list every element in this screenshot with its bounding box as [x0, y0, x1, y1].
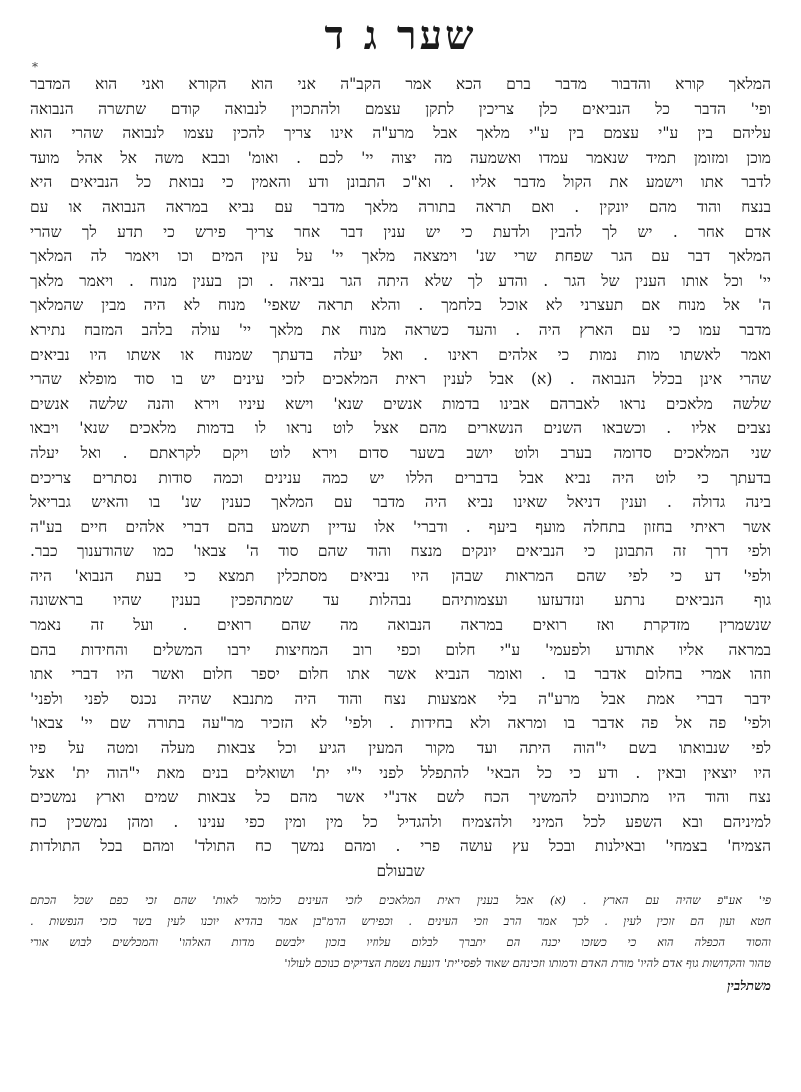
- note-line: והסוד הכפלה הוא כי כשזכו יכנה הם יתברך לבלום עלוזיו בזכון ילבשם מדות האלהו' והמכלשים לבוש אורי: [30, 934, 771, 949]
- text-line: ה' אל מנוח אם תעצרני לא אוכל בלחמך . והלא תראה שאפי' מנוח לא היה מבין שהמלאך: [30, 296, 771, 315]
- text-line: היו יוצאין ובאין . ודע כי כל הבאי' להתפלל לפני י"י ית' ושואלים בנים מאת י"הוה ית' אצל: [30, 763, 771, 782]
- text-line: בינה גדולה . וענין דניאל שאינו נביא היה מדבר עם המלאך כענין שנ' בו והאיש גבריאל: [30, 493, 771, 512]
- text-line: ידבר דברי אמת אבל מרע"ה בלי אמצעות נצח והוד היה מתנבא שהיה נכנס לפני ולפני': [30, 689, 771, 708]
- text-line: עליהם בין ע"י עצמם בין ע"י מלאך אבל מרע"ה אינו צריך להכין עצמו לנבואה שהרי הוא: [30, 124, 771, 143]
- text-line: ופי' הדבר כל הנביאים כלן צריכין לתקן עצמם ולהתכוין לנבואה קודם שתשרה הנבואה: [30, 99, 771, 118]
- text-line: ולפי דרך זה התבונן כי הנביאים יונקים מנצח והוד שהם סוד ה' צבאו' כמו שהודענוך כבר.: [30, 542, 771, 561]
- text-line: מדבר עמו כי עם הארץ היה . והעד כשראה מנוח את מלאך יי' עולה בלהב המזבח נתירא: [30, 320, 771, 339]
- text-line: וזהו אמרי בחלום אדבר בו . ואומר הנביא אשר אתו חלום יספר חלום ואשר היו דברי אתו: [30, 665, 771, 684]
- text-line: לדבר אתו וישמע את הקול מדבר אליו . וא"כ התבונן ודע והאמין כי נבואת כל הנביאים היא: [30, 173, 771, 192]
- text-line: יי' וכל אותו הענין של הגר . והדע לך שלא היתה הגר נביאה . וכן בענין מנוח . ויאמר מלאך: [30, 271, 771, 290]
- note-line: טהור והקדושות גוף אדם להיו' מורת האדם ודמותו וזכינהם שאוד לפסי'ית' דונעת נשמת הצדיקים כנוכם לעולו': [284, 955, 771, 970]
- text-line: מוכן ומזומן תמיד שנאמר עמדו ואשמעה מה יצוה יי' לכם . ואומ' ובבא משה אל אהל מועד: [30, 148, 771, 167]
- text-line: שהרי אינן בכלל הנבואה . (א) אבל לענין ראית המלאכים לזכי עינים יש בו סוד מופלא שהרי: [30, 370, 771, 389]
- text-line: במראה אליו אתודע ולפעמי' ע"י חלום וכפי רוב המחיצות ירבו המשלים והחידות בהם: [30, 640, 771, 659]
- corner-mark: *: [32, 60, 38, 74]
- text-line: המלאך קורא והדבור מדבר ברם הכא אמר הקב"ה אני הוא הקורא ואני הוא המדבר: [30, 75, 771, 93]
- text-line: ולפי' פה אל פה אדבר בו ומראה ולא בחידות . ולפי' לא הזכיר מר"עה בתורה שם יי' צבאו': [30, 714, 771, 733]
- text-line: למיניהם ובא השפע לכל המיני ולהצמיח ולהגדיל כל מין ומין כפי ענינו . ומהן נמשכין כח: [30, 812, 771, 831]
- page-title: שער ג ד: [324, 12, 477, 59]
- text-line: אשר ראיתי בחזון בתחלה מועף ביעף . ודברי' אלו עדיין תשמע בהם דברי אלהים חיים בע"ה: [30, 517, 771, 536]
- text-line: גוף הנביאים נרתע ונזדעזעו ועצמותיהם נבהלות עד שמתהפכין בענין שהיו בראשונה: [30, 591, 771, 610]
- signature: משתלבין: [727, 978, 771, 994]
- footnotes: [30, 890, 771, 974]
- text-line: אדם אחר . יש לך להבין ולדעת כי יש ענין דבר אחר צריך פירש כי תדע לך שהרי: [30, 222, 771, 241]
- text-line: בנצח והוד מהם יונקין . ואם תראה בתורה מלאך מדבר עם נביא במראה הנבואה או עם: [30, 197, 771, 216]
- text-line: שנשמרין מזדקרת ואז רואים במראה הנבואה מה שהם רואים . ועל זה נאמר: [30, 616, 771, 635]
- text-line: שני המלאכים סדומה בערב ולוט יושב בשער סדום וירא לוט ויקם לקראתם . ואל יעלה: [30, 443, 771, 462]
- note-line: חטא ועון הם זוכין לעין . לכך אמר הרב וזכי העינים . וכפירש הרמ"בן אמר בהדיא יוכנו לעין בשר כזכי הנפשות .: [30, 913, 771, 928]
- text-line: שלשה מלאכים נראו לאברהם אבינו בדמות אנשים שנא' וישא עיניו וירא והנה שלשה אנשים: [30, 394, 771, 413]
- main-text: [30, 72, 771, 884]
- text-line: שבעולם: [376, 862, 425, 880]
- text-line: לפי שנבואתו בשם י"הוה היתה ועד מקור המעין הגיע וכל צבאות מעלה ומטה על פיו: [30, 739, 771, 758]
- text-line: ואמר לאשתו מות נמות כי אלהים ראינו . ואל יעלה בדעתך שמנוח או אשתו היו נביאים: [30, 345, 771, 364]
- text-line: נצח והוד היו מתכוונים להמשיך הכח לשם אדנ"י אשר מהם כל צבאות שמים וארץ נמשכים: [30, 788, 771, 807]
- note-line: פי' אע"פ שהיה עם הארץ . (א) אבל בענין ראית המלאכים לזכי העינים כלומר לאות' שהם זכי כפם שכל הכתם: [30, 892, 771, 907]
- text-line: ולפי' דע כי לפי שהם המראות שבהן היו נביאים מסתכלין תמצא כי בעת הנבוא' היה: [30, 566, 771, 585]
- text-line: המלאך דבר עם הגר שפחת שרי שנ' וימצאה מלאך יי' על עין המים וכו ויאמר לה המלאך: [30, 247, 771, 266]
- text-line: בדעתך כי לוט היה נביא אבל בדברים הללו יש כמה ענינים וכמה סודות נסתרים צריכים: [30, 468, 771, 487]
- text-line: הצמיח' בצמחי' ובאילנות ובכל עץ עושה פרי . ומהם נמשך כח התולד' ומהם בכל התולדות: [30, 837, 771, 856]
- text-line: נצבים אליו . וכשבאו השנים הנשארים מהם אצל לוט נראו לו בדמות מלאכים שנא' ויבאו: [30, 419, 771, 438]
